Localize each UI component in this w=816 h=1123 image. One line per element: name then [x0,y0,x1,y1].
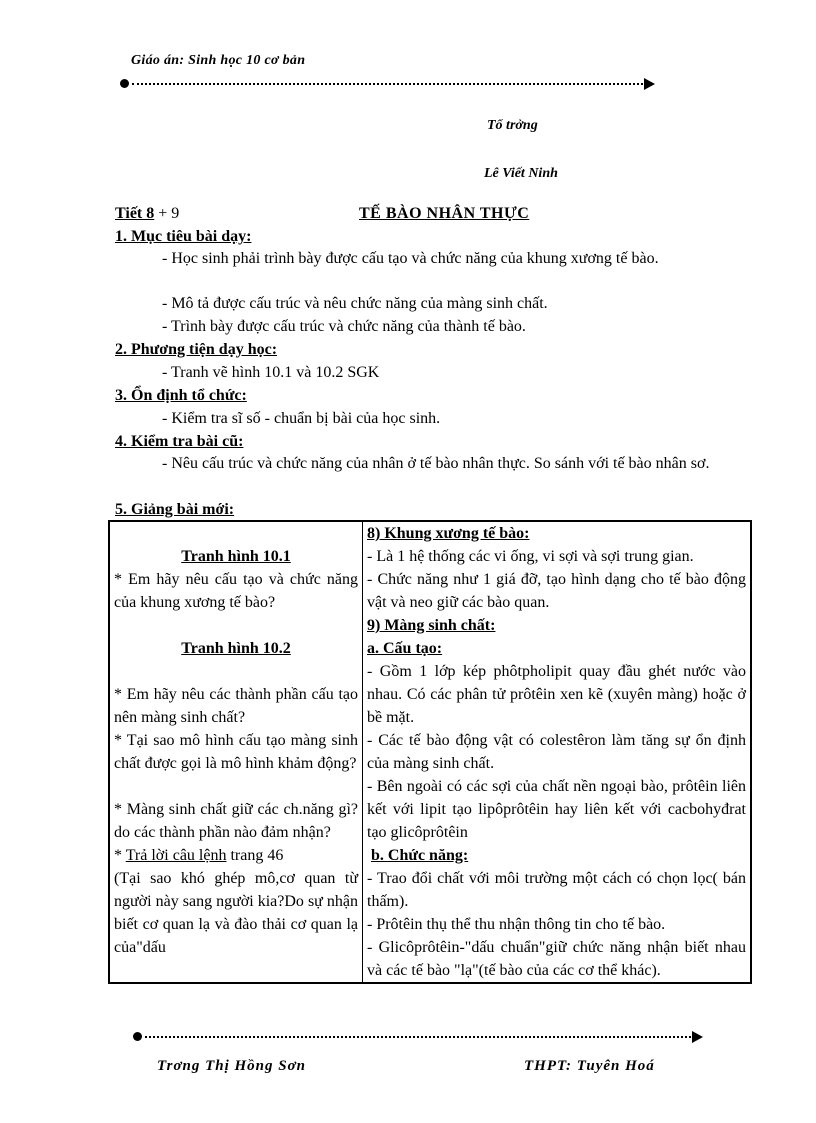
signature-role: Tổ trởng [487,118,538,133]
section-1-item: - Mô tả được cấu trúc và nêu chức năng của màng sinh chất. [162,295,548,312]
picture-label-10-1: Tranh hình 10.1 [181,548,291,565]
table-row [109,521,751,983]
divider-arrow-icon [692,1031,703,1043]
section-5-heading: 5. Giảng bài mới: [115,501,235,518]
question-5-star: * [114,847,126,864]
footer-author: Trơng Thị Hồng Sơn [157,1058,307,1074]
footer-dotted-divider [133,1030,703,1044]
signature-name: Lê Viết Ninh [484,166,558,181]
section-2-heading: 2. Phương tiện dạy học: [115,341,278,358]
content-item: - Bên ngoài có các sợi của chất nền ngoại bào, prôtêin liên kết với lipit tạo lipôprôtêin hay liên kết với cacbohyđrat tạo glicôprôtêin [367,778,746,841]
content-item: - Chức năng như 1 giá đỡ, tạo hình dạng cho tế bào động vật và neo giữ các bào quan. [367,571,746,611]
picture-label-10-2: Tranh hình 10.2 [181,640,291,657]
question-5-rest: trang 46 [226,847,284,864]
section-1-item: - Trình bày được cấu trúc và chức năng của thành tế bào. [162,318,526,335]
teacher-activity-cell [109,521,363,983]
lesson-period [115,202,179,225]
heading-a: a. Cấu tạo: [367,640,443,657]
section-2-item: - Tranh vẽ hình 10.1 và 10.2 SGK [162,364,380,381]
question-6: (Tại sao khó ghép mô,cơ quan từ người này sang người kia?Do sự nhận biết cơ quan lạ và đào thải cơ quan lạ của"dấu [114,870,358,956]
period-extra: + 9 [154,205,180,222]
spacer [114,775,358,798]
question-4: * Màng sinh chất giữ các ch.năng gì? do các thành phần nào đảm nhận? [114,801,358,841]
divider-arrow-icon [644,78,655,90]
question-2: * Em hãy nêu các thành phần cấu tạo nên màng sinh chất? [114,686,358,726]
period-label: Tiết 8 [115,205,155,222]
divider-dot-icon [120,79,129,88]
divider-dotted-line [132,83,643,85]
section-1-heading: 1. Mục tiêu bài dạy: [115,228,252,245]
spacer [114,522,358,545]
content-item: - Gồm 1 lớp kép phôtpholipit quay đầu ghét nước vào nhau. Có các phân tử prôtêin xen kẽ (xuyên màng) hoặc ở bề mặt. [367,663,746,726]
divider-dot-icon [133,1032,142,1041]
heading-b: b. Chức năng: [371,847,469,864]
header-dotted-divider [120,77,655,91]
document-header-title: Giáo án: Sinh học 10 cơ bản [131,53,306,68]
question-3: * Tại sao mô hình cấu tạo màng sinh chất được gọi là mô hình khảm động? [114,732,358,772]
content-item: - Prôtêin thụ thể thu nhận thông tin cho tế bào. [367,916,666,933]
section-4-item: - Nêu cấu trúc và chức năng của nhân ở tế bào nhân thực. So sánh với tế bào nhân sơ. [162,455,710,472]
content-item: - Các tế bào động vật có colestêron làm tăng sự ổn định của màng sinh chất. [367,732,746,772]
section-3-item: - Kiểm tra sĩ số - chuẩn bị bài của học sinh. [162,410,441,427]
question-5 [114,844,358,867]
spacer [114,614,358,637]
divider-dotted-line [145,1036,691,1038]
question-5-link: Trả lời câu lệnh [125,847,227,864]
content-item: - Trao đổi chất với môi trường một cách có chọn lọc( bán thấm). [367,870,746,910]
footer-school: THPT: Tuyên Hoá [524,1058,655,1074]
section-4-heading: 4. Kiểm tra bài cũ: [115,433,244,450]
content-cell [363,521,752,983]
section-3-heading: 3. Ổn định tổ chức: [115,387,247,404]
lesson-table [108,520,752,984]
section-1-item: - Học sinh phải trình bày được cấu tạo và chức năng của khung xương tế bào. [162,250,659,267]
heading-8: 8) Khung xương tế bào: [367,525,530,542]
spacer [114,660,358,683]
content-item: - Glicôprôtêin-"dấu chuẩn"giữ chức năng nhận biết nhau và các tế bào "lạ"(tế bào của các cơ thể khác). [367,939,746,979]
lesson-title: TẾ BÀO NHÂN THỰC [359,205,530,222]
content-item: - Là 1 hệ thống các vi ống, vi sợi và sợi trung gian. [367,548,694,565]
question-1: * Em hãy nêu cấu tạo và chức năng của khung xương tế bào? [114,571,358,611]
heading-9: 9) Màng sinh chất: [367,617,496,634]
